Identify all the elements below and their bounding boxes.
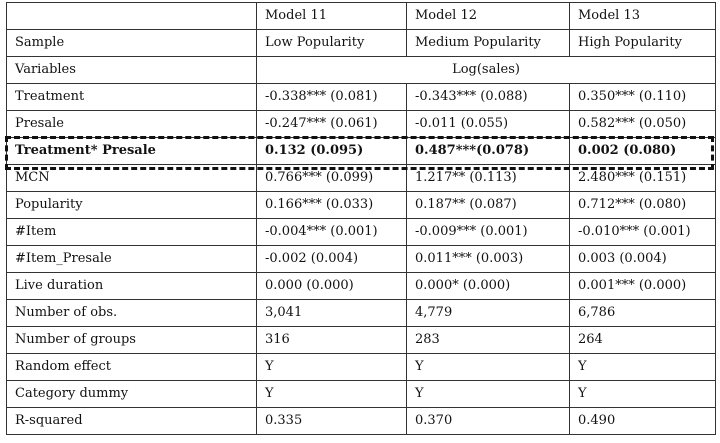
header-cell: Model 13 <box>570 3 716 30</box>
table-row <box>7 246 716 273</box>
table-cell: Y <box>570 354 716 381</box>
table-cell: 0.712*** (0.080) <box>570 192 716 219</box>
table-row <box>7 354 716 381</box>
table-cell: 0.003 (0.004) <box>570 246 716 273</box>
header-row <box>7 3 716 30</box>
table-cell: 0.582*** (0.050) <box>570 111 716 138</box>
table-cell: Y <box>257 354 407 381</box>
table-row <box>7 192 716 219</box>
table-cell: Y <box>257 381 407 408</box>
table-cell: Y <box>407 354 570 381</box>
table-cell: 264 <box>570 327 716 354</box>
row-label: Category dummy <box>7 381 257 408</box>
table-row <box>7 30 716 57</box>
table-cell: 3,041 <box>257 300 407 327</box>
table-cell: Y <box>407 381 570 408</box>
table-cell: Y <box>570 381 716 408</box>
table-cell: 0.002 (0.080) <box>570 138 716 165</box>
table-cell: -0.002 (0.004) <box>257 246 407 273</box>
table-cell: 2.480*** (0.151) <box>570 165 716 192</box>
table-row <box>7 165 716 192</box>
row-label: R-squared <box>7 408 257 435</box>
table-row <box>7 84 716 111</box>
table-cell: 0.187** (0.087) <box>407 192 570 219</box>
table-cell: 0.000* (0.000) <box>407 273 570 300</box>
table-row <box>7 219 716 246</box>
row-label: Treatment <box>7 84 257 111</box>
table-cell: 0.011*** (0.003) <box>407 246 570 273</box>
table-cell: 0.766*** (0.099) <box>257 165 407 192</box>
table-row <box>7 408 716 435</box>
row-label: Live duration <box>7 273 257 300</box>
table-cell: 0.000 (0.000) <box>257 273 407 300</box>
header-cell <box>7 3 257 30</box>
regression-table <box>6 2 716 435</box>
table-cell: 1.217** (0.113) <box>407 165 570 192</box>
table-cell: -0.247*** (0.061) <box>257 111 407 138</box>
row-label: Variables <box>7 57 257 84</box>
table-cell: 0.350*** (0.110) <box>570 84 716 111</box>
table-cell: High Popularity <box>570 30 716 57</box>
row-label: Treatment* Presale <box>7 138 257 165</box>
table-cell: 0.132 (0.095) <box>257 138 407 165</box>
merged-cell: Log(sales) <box>257 57 716 84</box>
row-label: #Item <box>7 219 257 246</box>
table-cell: -0.010*** (0.001) <box>570 219 716 246</box>
row-label: #Item_Presale <box>7 246 257 273</box>
table-row <box>7 300 716 327</box>
table-cell: 316 <box>257 327 407 354</box>
table-cell: -0.009*** (0.001) <box>407 219 570 246</box>
table-cell: -0.011 (0.055) <box>407 111 570 138</box>
table-cell: -0.338*** (0.081) <box>257 84 407 111</box>
row-label: Sample <box>7 30 257 57</box>
table-row <box>7 381 716 408</box>
table-cell: Medium Popularity <box>407 30 570 57</box>
table-row <box>7 111 716 138</box>
table-cell: 0.487***(0.078) <box>407 138 570 165</box>
table-row <box>7 327 716 354</box>
header-cell: Model 12 <box>407 3 570 30</box>
table-cell: 0.001*** (0.000) <box>570 273 716 300</box>
table-row <box>7 57 716 84</box>
row-label: Random effect <box>7 354 257 381</box>
table-cell: Low Popularity <box>257 30 407 57</box>
table-row <box>7 273 716 300</box>
table-cell: 0.335 <box>257 408 407 435</box>
table-cell: 4,779 <box>407 300 570 327</box>
table-row <box>7 138 716 165</box>
table-cell: -0.004*** (0.001) <box>257 219 407 246</box>
table-cell: 6,786 <box>570 300 716 327</box>
row-label: Number of obs. <box>7 300 257 327</box>
header-cell: Model 11 <box>257 3 407 30</box>
regression-table-container <box>6 2 715 435</box>
table-cell: 0.370 <box>407 408 570 435</box>
table-cell: 0.166*** (0.033) <box>257 192 407 219</box>
row-label: Presale <box>7 111 257 138</box>
table-cell: 283 <box>407 327 570 354</box>
row-label: Popularity <box>7 192 257 219</box>
table-cell: -0.343*** (0.088) <box>407 84 570 111</box>
row-label: MCN <box>7 165 257 192</box>
row-label: Number of groups <box>7 327 257 354</box>
table-cell: 0.490 <box>570 408 716 435</box>
